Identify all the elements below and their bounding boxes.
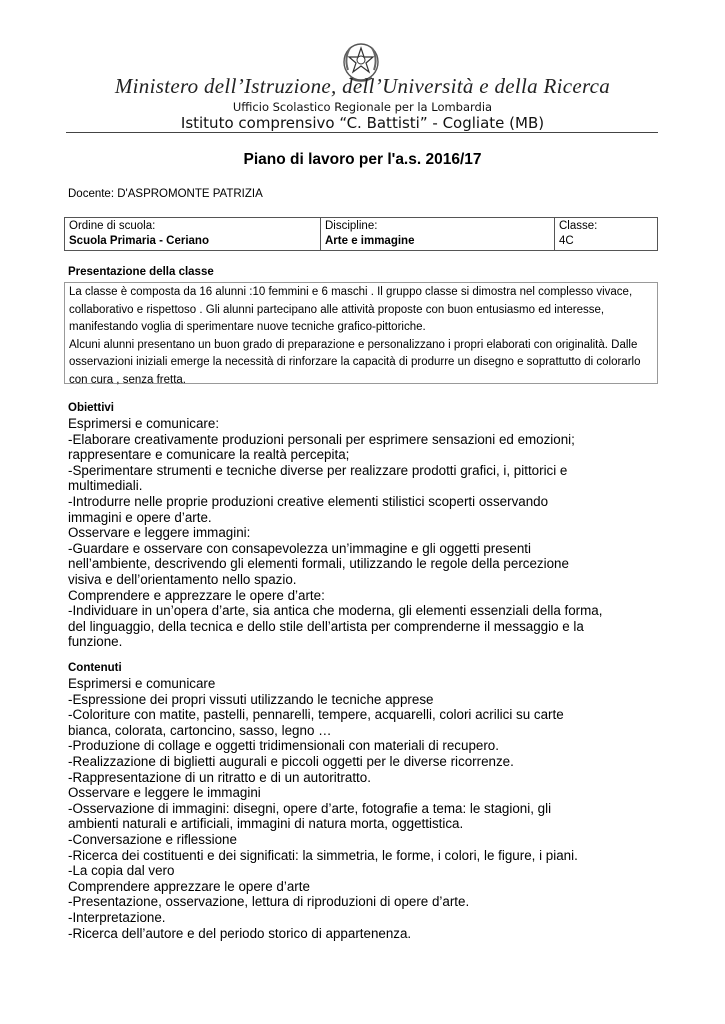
content-line: -Rappresentazione di un ritratto e di un autoritratto. (68, 769, 371, 785)
objective-line: -Sperimentare strumenti e tecniche diverse per realizzare prodotti grafici, i, pittorici e (68, 462, 568, 478)
institute-name: Istituto comprensivo “C. Battisti” - Cogliate (MB) (180, 114, 545, 132)
content-line: -Osservazione di immagini: disegni, opere d’arte, fotografie a tema: le stagioni, gli (68, 800, 552, 816)
objective-line: -Individuare in un’opera d’arte, sia antica che moderna, gli elementi essenziali della forma, (68, 603, 603, 619)
presentation-box (64, 282, 658, 384)
objective-line: multimediali. (68, 478, 143, 494)
contents-list (68, 676, 668, 941)
objectives-list (68, 416, 668, 650)
school-cell (65, 218, 321, 251)
objective-line: funzione. (68, 634, 123, 650)
content-line: -Ricerca dei costituenti e dei significati: la simmetria, le forme, i colori, le figure, i piani. (68, 847, 578, 863)
objective-line: immagini e opere d’arte. (68, 509, 212, 525)
presentation-paragraph: Alcuni alunni presentano un buon grado di preparazione e personalizzano i propri elaborati con originalità. Dalle osservazioni iniziali emerge la necessità di rinforzare la capacità di produrre un disegno e soprattutto di colorarlo con cura , senza fretta. (69, 338, 641, 386)
objective-line: rappresentare e comunicare la realtà percepita; (68, 447, 350, 463)
content-line: -Coloriture con matite, pastelli, pennarelli, tempere, acquarelli, colori acrilici su carte (68, 707, 564, 723)
content-line: -Interpretazione. (68, 909, 166, 925)
content-line: Comprendere apprezzare le opere d’arte (68, 878, 310, 894)
content-line: -Produzione di collage e oggetti tridimensionali con materiali di recupero. (68, 738, 499, 754)
content-line: Osservare e leggere le immagini (68, 785, 261, 801)
subject-cell (321, 218, 555, 251)
objectives-heading: Obiettivi (68, 402, 115, 414)
content-line: -Ricerca dell’autore e del periodo storico di appartenenza. (68, 925, 412, 941)
class-label: Classe: (559, 220, 598, 232)
objective-line: nell’ambiente, descrivendo gli elementi formali, utilizzando le regole della percezione (68, 556, 569, 572)
school-value: Scuola Primaria - Ceriano (69, 235, 209, 247)
document-title: Piano di lavoro per l'a.s. 2016/17 (243, 151, 482, 168)
header-divider (66, 132, 658, 133)
class-value: 4C (559, 235, 574, 247)
content-line: -Realizzazione di biglietti augurali e piccoli oggetti per le diverse ricorrenze. (68, 753, 514, 769)
content-line: -Espressione dei propri vissuti utilizzando le tecniche apprese (68, 691, 434, 707)
objective-line: Comprendere e apprezzare le opere d’arte: (68, 587, 325, 603)
content-line: bianca, colorata, cartoncino, sasso, legno … (68, 722, 332, 738)
objective-line: Osservare e leggere immagini: (68, 525, 251, 541)
objective-line: Esprimersi e comunicare: (68, 416, 220, 431)
contents-heading: Contenuti (68, 662, 122, 674)
content-line: -La copia dal vero (68, 863, 175, 879)
content-line: ambienti naturali e artificiali, immagini di natura morta, oggettistica. (68, 816, 464, 832)
objective-line: -Elaborare creativamente produzioni personali per esprimere sensazioni ed emozioni; (68, 431, 575, 447)
school-label: Ordine di scuola: (69, 220, 156, 232)
subject-value: Arte e immagine (325, 235, 415, 247)
info-table (64, 217, 658, 251)
content-line: Esprimersi e comunicare (68, 676, 216, 691)
objective-line: -Guardare e osservare con consapevolezza un’immagine e gli oggetti presenti (68, 540, 531, 556)
content-line: -Presentazione, osservazione, lettura di riproduzioni di opere d’arte. (68, 894, 470, 910)
subject-label: Discipline: (325, 220, 378, 232)
presentation-heading: Presentazione della classe (68, 266, 214, 278)
content-line: -Conversazione e riflessione (68, 831, 237, 847)
presentation-paragraph: La classe è composta da 16 alunni :10 femmini e 6 maschi . Il gruppo classe si dimostra nel complesso vivace, collaborativo e rispettoso . Gli alunni partecipano alle attività proposte con buon entusiasmo ed interesse, manifestando voglia di sperimentare nuove tecniche grafico-pittoriche. (69, 286, 633, 333)
objective-line: del linguaggio, della tecnica e dello stile dell’artista per comprenderne il messaggio e la (68, 618, 584, 634)
objective-line: -Introdurre nelle proprie produzioni creative elementi stilistici scoperti osservando (68, 493, 549, 509)
regional-office: Ufficio Scolastico Regionale per la Lombardia (232, 100, 493, 114)
objective-line: visiva e dell’orientamento nello spazio. (68, 571, 297, 587)
class-cell (555, 218, 658, 251)
ministry-name: Ministero dell’Istruzione, dell’Università e della Ricerca (114, 74, 611, 98)
teacher-line: Docente: D'ASPROMONTE PATRIZIA (68, 188, 263, 200)
